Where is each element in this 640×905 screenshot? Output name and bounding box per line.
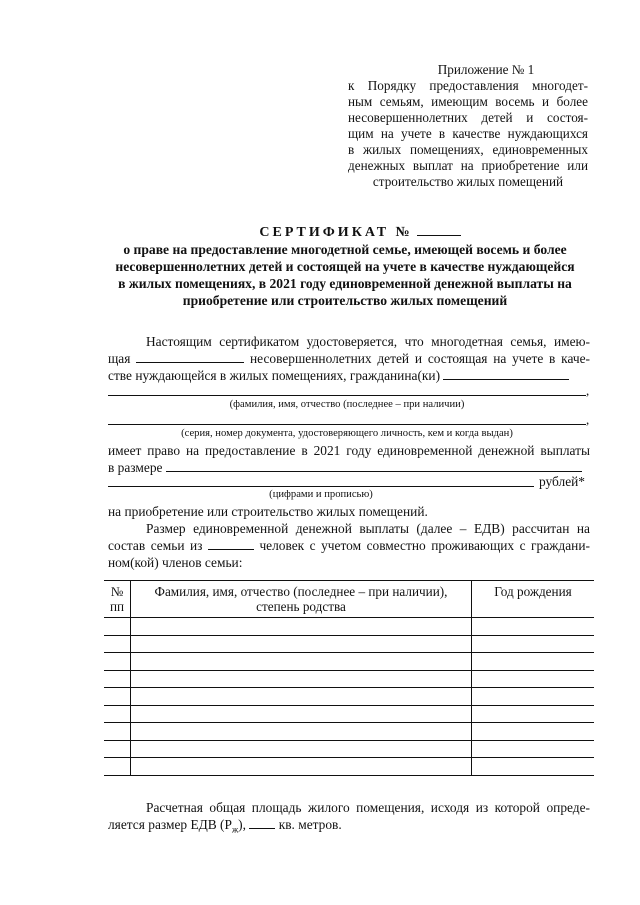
table-row [104, 723, 594, 741]
paragraph-family [108, 333, 590, 384]
comma: , [586, 412, 590, 427]
table-cell[interactable] [104, 705, 131, 723]
title-main: СЕРТИФИКАТ № [259, 225, 413, 240]
table-row [104, 635, 594, 653]
table-cell[interactable] [472, 670, 595, 688]
table-row [104, 653, 594, 671]
title-line: о праве на предоставление многодетной семье, имеющей восемь и более [123, 242, 567, 257]
children-count-blank[interactable] [136, 351, 244, 363]
body-line: имеет право на предоставление в 2021 году единовременной денежной выплаты [108, 443, 590, 458]
caption-amount: (цифрами и прописью) [269, 489, 373, 500]
table-cell[interactable] [472, 635, 595, 653]
table-cell[interactable] [131, 758, 472, 776]
paragraph-edv [108, 503, 590, 571]
comma: , [586, 383, 590, 398]
appendix-line: к Порядку предоставления многодет- [348, 78, 588, 93]
table-cell[interactable] [131, 688, 472, 706]
table-cell[interactable] [472, 653, 595, 671]
table-cell[interactable] [472, 688, 595, 706]
appendix-line: несовершеннолетних детей и состоя- [348, 110, 588, 125]
body-line: Размер единовременной денежной выплаты (далее – ЕДВ) рассчитан на [146, 521, 590, 536]
appendix-heading: Приложение № 1 [437, 62, 535, 77]
family-members-table [104, 580, 594, 776]
appendix-line: ным семьям, имеющим восемь и более [348, 94, 588, 109]
table-row [104, 688, 594, 706]
table-cell[interactable] [131, 740, 472, 758]
table-cell[interactable] [104, 758, 131, 776]
title-line: в жилых помещениях, в 2021 году единовременной денежной выплаты на [118, 276, 572, 291]
appendix-block [348, 62, 588, 190]
table-cell[interactable] [472, 740, 595, 758]
table-cell[interactable] [472, 723, 595, 741]
table-cell[interactable] [104, 653, 131, 671]
table-cell[interactable] [131, 618, 472, 636]
amount-blank[interactable] [166, 460, 582, 472]
column-full-name: Фамилия, имя, отчество (последнее – при наличии), степень родства [131, 581, 472, 618]
paragraph-area [108, 799, 590, 839]
body-line: стве нуждающейся в жилых помещениях, гражданина(ки) [108, 367, 590, 384]
paragraph-right [108, 442, 590, 476]
table-row [104, 740, 594, 758]
column-birth-year: Год рождения [472, 581, 595, 618]
area-blank[interactable] [249, 817, 275, 829]
table-cell[interactable] [104, 688, 131, 706]
caption-identity-document: (серия, номер документа, удостоверяющего личность, кем и когда выдан) [181, 428, 513, 439]
table-cell[interactable] [104, 670, 131, 688]
body-line: Расчетная общая площадь жилого помещения, исходя из которой опреде- [146, 800, 590, 815]
identity-document-line[interactable] [108, 424, 586, 425]
certificate-title [100, 223, 590, 309]
table-cell[interactable] [472, 618, 595, 636]
table-cell[interactable] [104, 740, 131, 758]
table-cell[interactable] [131, 653, 472, 671]
citizen-name-blank[interactable] [443, 368, 569, 380]
appendix-line: денежных выплат на приобретение или [348, 158, 588, 173]
appendix-line: в жилых помещениях, единовременных [348, 142, 588, 157]
appendix-text [348, 78, 588, 190]
body-line: состав семьи из человек с учетом совместно проживающих с граждани- [108, 538, 590, 553]
table-cell[interactable] [104, 723, 131, 741]
table-row [104, 758, 594, 776]
column-number: № пп [104, 581, 131, 618]
table-row [104, 618, 594, 636]
body-line: ном(кой) членов семьи: [108, 555, 243, 570]
body-line: в размере [108, 459, 590, 476]
caption-full-name: (фамилия, имя, отчество (последнее – при наличии) [229, 399, 465, 410]
table-cell[interactable] [131, 670, 472, 688]
table-cell[interactable] [131, 723, 472, 741]
table-cell[interactable] [472, 758, 595, 776]
table-cell[interactable] [131, 705, 472, 723]
amount-words-line[interactable] [108, 486, 534, 487]
body-line: ляется размер ЕДВ $(Р_ж)$, кв. метров. [108, 817, 342, 835]
table-row [104, 670, 594, 688]
certificate-number-blank [417, 224, 461, 236]
table-header-row [104, 581, 594, 618]
rubles-label: рублей* [539, 474, 586, 489]
title-line: несовершеннолетних детей и состоящей на учете в качестве нуждающейся [115, 259, 575, 274]
table-cell[interactable] [131, 635, 472, 653]
table-cell[interactable] [104, 618, 131, 636]
body-line: Настоящим сертификатом удостоверяется, что многодетная семья, имею- [146, 334, 590, 349]
full-name-line[interactable] [108, 395, 586, 396]
table-cell[interactable] [472, 705, 595, 723]
appendix-line: щим на учете в качестве нуждающихся [348, 126, 588, 141]
title-line: приобретение или строительство жилых помещений [182, 293, 508, 308]
body-line: щая несовершеннолетних детей и состоящая на учете в каче- [108, 351, 590, 366]
body-line: на приобретение или строительство жилых помещений. [108, 504, 428, 519]
table-cell[interactable] [104, 635, 131, 653]
table-row [104, 705, 594, 723]
appendix-line: строительство жилых помещений [372, 174, 564, 189]
family-size-blank[interactable] [208, 538, 254, 550]
